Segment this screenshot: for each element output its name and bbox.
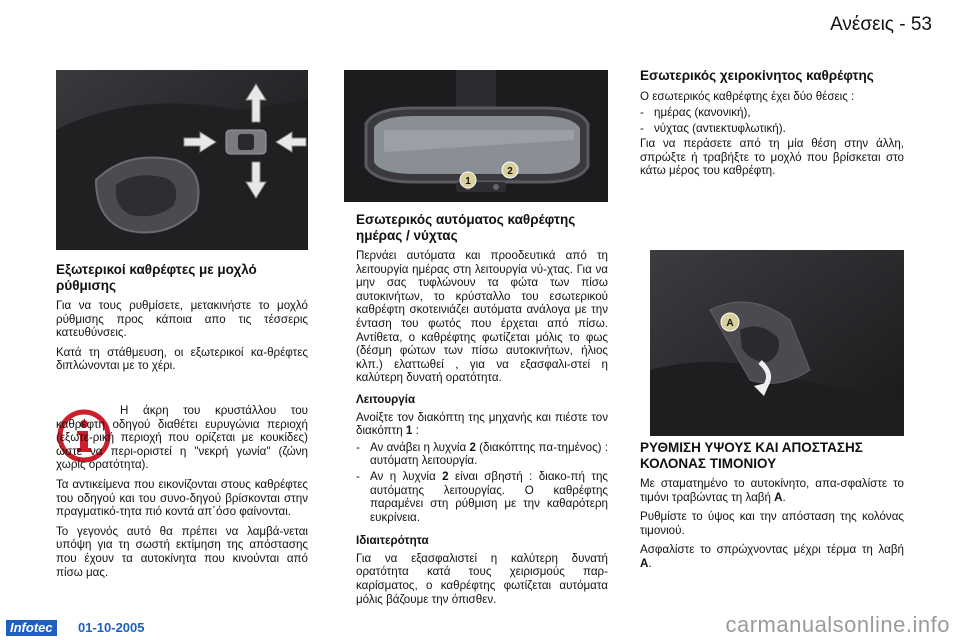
steering-column-p3: Ασφαλίστε το σπρώχνοντας μέχρι τέρμα τη λαβή A. [640,543,904,570]
exterior-mirrors-p1: Για να τους ρυθμίσετε, μετακινήστε το μοχλό ρύθμισης προς κάποια απο τις τέσσερις κατευθύνσεις. [56,299,308,340]
interior-mirror-photo [344,70,608,202]
steering-column-p2: Ρυθμίστε το ύψος και την απόσταση της κολόνας τιμονιού. [640,510,904,537]
special-feature-subheading: Ιδιαιτερότητα [356,534,429,548]
manual-mirror-p1: Ο εσωτερικός καθρέφτης έχει δύο θέσεις : [640,89,855,103]
special-feature-p: Για να εξασφαλιστεί η καλύτερη δυνατή ορατότητα κατά τους χειρισμούς παρ-καρίσματος, ο καθρέφτης φωτίζεται αυτόματα μόλις βάζουμε την όπισθεν. [356,551,608,606]
info-text: Η άκρη του κρυστάλλου του καθρέφτη οδηγού διαθέτει ευρυγώνια περιοχή (εξωτε-ρική περιοχή που ορίζεται με κουκίδες) ώστε να περι-οριστεί η "νεκρή γωνία" (ζώνη χωρίς ορατότητα). [56,404,308,472]
manual-mirror-heading: Εσωτερικός χειροκίνητος καθρέφτης [640,68,874,83]
footer-date: 01-10-2005 [78,620,145,635]
lever-label-a: A [726,318,734,329]
infotec-logo: Infotec [6,620,57,636]
steering-column-heading: ΡΥΘΜΙΣΗ ΥΨΟΥΣ ΚΑΙ ΑΠΟΣΤΑΣΗΣ ΚΟΛΟΝΑΣ ΤΙΜΟΝΙΟΥ [640,440,863,471]
auto-mirror-heading: Εσωτερικός αυτόματος καθρέφτης ημέρας / νύχτας [356,212,576,243]
steering-column-illustration [650,250,904,436]
right-column-top [640,68,904,184]
list-item: - νύχτας (αντιεκτυφλωτική). [640,121,786,135]
exterior-mirrors-p3: Τα αντικείμενα που εικονίζονται στους καθρέφτες του οδηγού και του συνο-δηγού βρίσκονται στην πραγματικό-τητα πιό κοντά απ΄όσο φαίνονται. [56,477,308,519]
mirror-lamp-label-2: 2 [507,166,513,177]
door-mirror-control-photo [56,70,308,250]
list-item: - Αν η λυχνία 2 είναι σβηστή : διακο-πή της αυτόματης λειτουργίας. Ο καθρέφτης παραμένει στη ρύθμιση με την καθαρότερη ευκρίνεια. [356,469,609,524]
steering-column-photo [650,250,904,436]
exterior-mirrors-p4: Το γεγονός αυτό θα πρέπει να λαμβά-νεται υπόψη για τη σωστή εκτίμηση της απόστασης που έχουν τα αυτοκίνητα που κινούνται από πίσω μας. [56,524,308,579]
auto-mirror-p1: Περνάει αυτόματα και προοδευτικά από τη λειτουργία ημέρας στη λειτουργία νύ-χτας. Για να μην σας τυφλώνουν τα φώτα των πίσω αυτοκινήτων, το κρύσταλλο του εσωτερικού καθρέφτη σκοτεινιάζει αυτόματα ανάλογα με την ένταση του φωτός που έρχεται από πίσω. Αντίθετα, ο καθρέφτης φωτίζεται μόλις το φως (δέσμη φώτων των πίσω αυτοκινήτων, ήλιος κλπ.) ελαττωθεί , για να εξασφαλι-στεί η καλύτερη δυνατή ορατότητα. [356,249,608,385]
operation-p: Ανοίξτε τον διακόπτη της μηχανής και πιέστε τον διακόπτη 1 : [356,410,608,438]
exterior-mirrors-p2: Κατά τη στάθμευση, οι εξωτερικοί κα-θρέφτες διπλώνονται με το χέρι. [56,345,308,373]
manual-mirror-p2: Για να περάσετε από τη μία θέση στην άλλη, σπρώξτε ή τραβήξτε το μοχλό που βρίσκεται στο κάτω μέρος του καθρέφτη. [640,137,904,178]
list-item: - ημέρας (κανονική), [640,106,751,120]
door-mirror-control-illustration [56,70,308,250]
left-info-block [56,404,308,585]
steering-column-p1: Με σταματημένο το αυτοκίνητο, απα-σφαλίστε το τιμόνι τραβώντας τη λαβή A. [640,477,904,504]
exterior-mirrors-heading: Εξωτερικοί καθρέφτες με μοχλό ρύθμισης [56,262,257,293]
interior-mirror-illustration [344,70,608,202]
middle-column [356,212,608,612]
operation-subheading: Λειτουργία [356,392,416,406]
page-header: Ανέσεις - 53 [830,14,932,35]
mirror-button-label-1: 1 [465,176,471,187]
right-column-bottom [640,440,904,577]
list-item: - Αν ανάβει η λυχνία 2 (διακόπτης πα-τημένος) : αυτόματη λειτουργία. [356,440,608,468]
watermark-text: carmanualsonline.info [725,612,950,637]
left-column [56,262,308,379]
